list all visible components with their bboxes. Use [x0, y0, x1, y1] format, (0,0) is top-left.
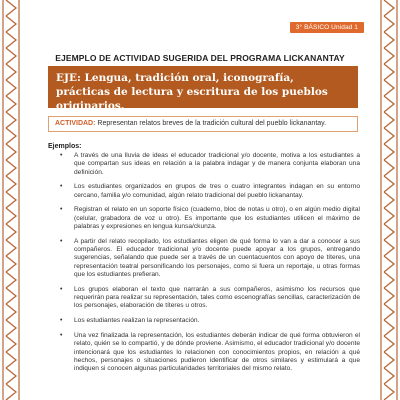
list-item-text: A través de una lluvia de ideas el educador tradicional y/o docente, motiva a los estudiantes a que compartan sus ideas en relación a la palabra indagar y de manera conjunta elaboran una definición.: [74, 152, 360, 176]
decorative-border-left: [0, 0, 22, 400]
activity-text: Representan relatos breves de la tradición cultural del pueblo lickanantay.: [97, 120, 327, 127]
eje-title: EJE: Lengua, tradición oral, iconografía, prácticas de lectura y escritura de los pueblos originarios.: [48, 66, 358, 108]
bullet-icon: •: [60, 183, 63, 191]
list-item-text: Una vez finalizada la representación, los estudiantes deberán indicar de qué forma obtuvieron el relato, quién se lo compartió, y de dónde proviene. Asimismo, el educador tradicional y/o docente intencionará que los estudiantes lo relacionen con conocimientos propios, en relación a qué hechos, personajes o situaciones pudieron identificar de otros similares y estimulará a que indiquen si conocen algunas particularidades territoriales del mismo relato.: [74, 332, 360, 373]
examples-heading: Ejemplos:: [48, 143, 82, 150]
list-item-text: Registran el relato en un soporte físico (cuaderno, bloc de notas u otro), o en algún medio digital (celular, grabadora de voz u otro). Es importante que los estudiantes utilicen el máximo de palabras y expresiones en lengua kunsa/ckunza.: [74, 206, 360, 231]
examples-list: [48, 152, 360, 380]
bullet-icon: •: [60, 206, 63, 214]
list-item-text: Los estudiantes realizan la representación.: [74, 317, 200, 325]
list-item: [48, 206, 360, 231]
bullet-icon: •: [60, 152, 63, 159]
list-item: [48, 152, 360, 177]
bullet-icon: •: [60, 285, 63, 293]
activity-label: ACTIVIDAD:: [55, 120, 96, 127]
list-item: [48, 238, 360, 279]
bullet-icon: •: [60, 332, 63, 340]
activity-box: [48, 116, 358, 132]
grade-badge: 3° BÁSICO Unidad 1: [290, 22, 364, 33]
list-item: [48, 317, 360, 325]
bullet-icon: •: [60, 317, 63, 325]
list-item-text: Los estudiantes organizados en grupos de tres o cuatro integrantes indagan en su entorno cercano, familia y/o comunidad, algún relato tradicional del pueblo lickanantay.: [74, 183, 360, 199]
list-item-text: Los grupos elaboran el texto que narrarán a sus compañeros, asimismo los recursos que requerirán para realizar su representación, tales como escenografías sencillas, caracterización de los personajes, elaboración de títeres u otros.: [74, 285, 360, 310]
list-item: [48, 332, 360, 373]
list-item: [48, 286, 360, 311]
bullet-icon: •: [60, 237, 63, 245]
program-title: EJEMPLO DE ACTIVIDAD SUGERIDA DEL PROGRAMA LICKANANTAY: [55, 53, 345, 63]
decorative-border-right: [378, 0, 400, 400]
list-item: [48, 183, 360, 200]
list-item-text: A partir del relato recopilado, los estudiantes eligen de qué forma lo van a dar a conocer a sus compañeros. El educador tradicional y/o docente puede apoyar a los grupos, entregando sugerencias, señalando que puede ser a través de un cuentacuentos con apoyo de títeres, una representación teatral personificando los personajes, como si fuera un reportaje, u otras formas que los estudiantes prefieran.: [74, 237, 360, 279]
